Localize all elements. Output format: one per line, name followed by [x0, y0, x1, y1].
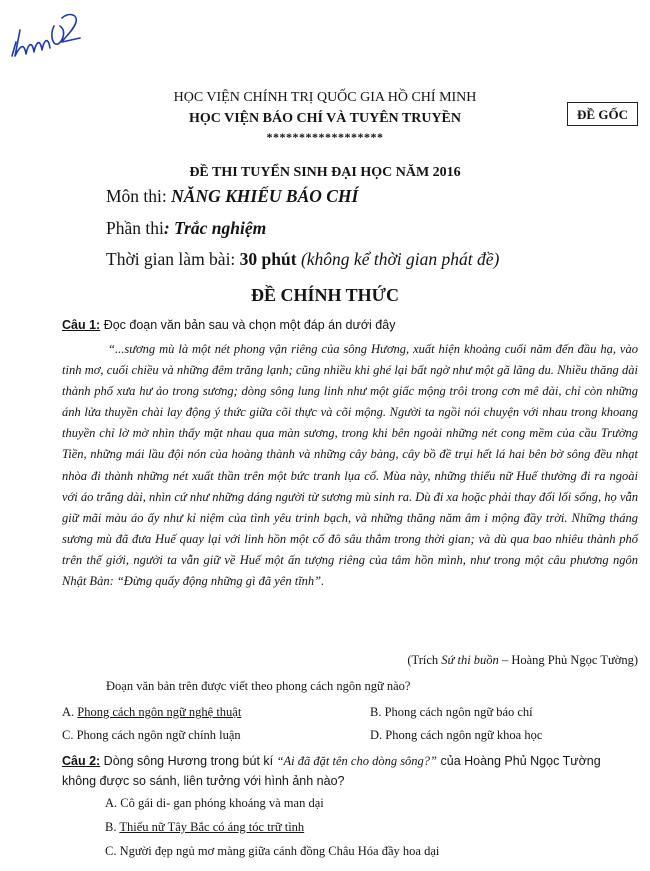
question-1-option-c[interactable]: C. Phong cách ngôn ngữ chính luận: [62, 728, 241, 742]
exam-part-line: [106, 218, 266, 239]
original-exam-badge: ĐỀ GỐC: [567, 102, 638, 126]
exam-subject-line: [106, 186, 358, 207]
question-2-label: Câu 2:: [62, 754, 101, 768]
option-b-text: Phong cách ngôn ngữ báo chí: [384, 705, 533, 719]
subject-value: NĂNG KHIẾU BÁO CHÍ: [171, 186, 359, 206]
part-label: Phần thi: [106, 218, 164, 238]
official-exam-heading: ĐỀ CHÍNH THỨC: [250, 285, 400, 305]
time-note: (không kể thời gian phát đề): [300, 249, 500, 269]
source-work-title: Sứ thi buồn: [441, 653, 499, 667]
question-1-option-a[interactable]: A. Phong cách ngôn ngữ nghệ thuật: [62, 705, 242, 719]
question-1-prompt: Đoạn văn bản trên được viết theo phong cách ngôn ngữ nào?: [106, 679, 411, 693]
question-2-option-b[interactable]: B. Thiếu nữ Tây Bắc có áng tóc trữ tình: [105, 820, 305, 834]
q2-option-c-text: Người đẹp ngủ mơ màng giữa cánh đồng Châu Hóa đầy hoa dại: [119, 844, 440, 858]
handwritten-signature: [6, 4, 84, 62]
academy-header: HỌC VIỆN BÁO CHÍ VÀ TUYÊN TRUYỀN: [188, 111, 461, 126]
header-divider-stars: ******************: [266, 130, 384, 144]
time-value: 30 phút: [239, 249, 297, 269]
question-1-option-b[interactable]: B. Phong cách ngôn ngữ báo chí: [370, 705, 533, 719]
question-1-option-d[interactable]: D. Phong cách ngôn ngữ khoa học: [370, 728, 543, 742]
question-2-prompt: Câu 2: Dòng sông Hương trong bút kí “Ai đã đặt tên cho dòng sông?” của Hoàng Phủ Ngọc Tường không được so sánh, liên tưởng với hình ảnh nào?: [62, 754, 601, 788]
option-d-text: Phong cách ngôn ngữ khoa học: [385, 728, 543, 742]
part-value: : Trắc nghiệm: [163, 218, 267, 238]
exam-title: ĐỀ THI TUYỂN SINH ĐẠI HỌC NĂM 2016: [189, 165, 461, 180]
option-c-text: Phong cách ngôn ngữ chính luận: [76, 728, 241, 742]
option-a-text: Phong cách ngôn ngữ nghệ thuật: [77, 705, 242, 719]
time-label: Thời gian làm bài:: [106, 249, 236, 269]
question-2-option-a[interactable]: A. Cô gái di- gan phóng khoáng và man dại: [105, 796, 324, 810]
subject-label: Môn thi:: [106, 186, 167, 206]
q2-option-a-text: Cô gái di- gan phóng khoáng và man dại: [120, 796, 324, 810]
question-2-option-c[interactable]: C. Người đẹp ngủ mơ màng giữa cánh đồng Châu Hóa đầy hoa dại: [105, 844, 440, 858]
institution-header: HỌC VIỆN CHÍNH TRỊ QUỐC GIA HỒ CHÍ MINH: [173, 90, 477, 105]
exam-time-line: [106, 249, 499, 270]
question-1-instruction: Đọc đoạn văn bản sau và chọn một đáp án dưới đây: [103, 318, 396, 332]
question-1-label: Câu 1:: [62, 318, 101, 332]
reading-passage: “...sương mù là một nét phong vận riêng của sông Hương, xuất hiện khoảng cuối năm đến đầu hạ, vào tinh mơ, cuối chiều và những đêm trăng lạnh; cũng nhiều khi ghé lại bất ngờ như một gã lãng du. Nhiều thăng dài thành phố xưa hư ảo trong sương; dòng sông lung linh như một giấc mộng trôi trong cơn mê dài, chỉ còn những ánh lửa thuyền chài lay động ý thức giữa cõi thực và cõi mộng. Người ta ngồi nói chuyện với nhau trong khoang thuyền chỉ lờ mờ nhìn thấy mặt nhau qua màn sương, trong khi bên ngoài những nét cong mềm của cầu Trường Tiền, những mái lầu đội nón của hoàng thành và những cây bàng, cây bồ đề trụi hết lá hai bên bờ sông đều nhạt nhòa đi thành những nét xuất thần trên một bức tranh lụa cổ. Mùa này, những thiếu nữ Huế thường đi ra ngoài với áo trắng dài, nhìn cứ như những dáng người từ sương mù sinh ra. Dù đi xa hoặc phải thay đổi lối sống, họ vẫn giữ mãi màu áo ấy như kỉ niệm của tình yêu trinh bạch, và những thăng năm âm i mộng đầy trời. Những tháng sương mù đã đưa Huế quay lại với linh hồn một cố đô sâu thẳm trong thời gian; và dù qua bao nhiêu thành phố trên thế giới, người ta vẫn giữ về Huế một ấn tượng riêng của tâm hồn mình, như trong một câu phương ngôn Nhật Bản: “Đừng quấy động những gì đã yên tĩnh”.: [62, 342, 638, 589]
q2-option-b-text: Thiếu nữ Tây Bắc có áng tóc trữ tình: [119, 820, 305, 834]
passage-source: (Trích Sứ thi buồn – Hoàng Phủ Ngọc Tường): [407, 653, 638, 667]
question-1-intro: [62, 318, 395, 332]
question-2-work-title: “Ai đã đặt tên cho dòng sông?”: [276, 754, 438, 768]
